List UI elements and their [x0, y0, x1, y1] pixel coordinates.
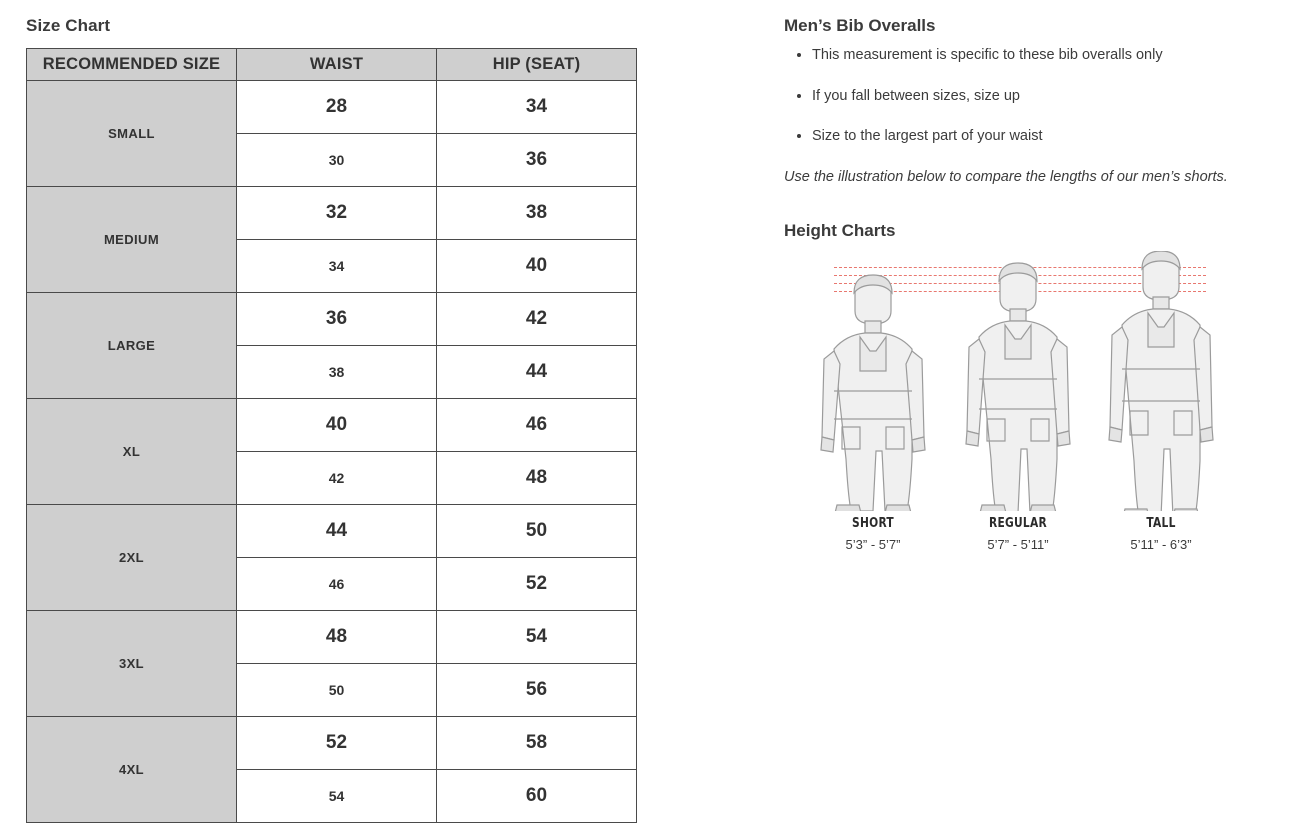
- figure-short: [798, 251, 948, 516]
- waist-value-cell: 46: [237, 558, 437, 611]
- table-header-row: [27, 49, 637, 81]
- waist-value-cell: 30: [237, 134, 437, 187]
- hip-value-cell: 60: [437, 770, 637, 823]
- illustration-note: Use the illustration below to compare the lengths of our men’s shorts.: [784, 168, 1228, 185]
- hip-value-cell: 58: [437, 717, 637, 770]
- waist-value-cell: 28: [237, 81, 437, 134]
- list-item: • This measurement is specific to these bib overalls only: [812, 46, 1274, 66]
- measurement-notes-list: [788, 46, 1274, 147]
- waist-value-cell: 38: [237, 346, 437, 399]
- waist-value-cell: 36: [237, 293, 437, 346]
- waist-value-cell: 52: [237, 717, 437, 770]
- page-title: Size Chart: [26, 16, 111, 35]
- product-info-section: [784, 16, 1274, 581]
- table-row: [27, 611, 637, 664]
- size-chart-table: [26, 48, 637, 823]
- bib-overall-figure-regular-icon: [943, 251, 1093, 511]
- hip-value-cell: 54: [437, 611, 637, 664]
- hip-value-cell: 38: [437, 187, 637, 240]
- column-header-size: RECOMMENDED SIZE: [27, 49, 237, 81]
- table-row: [27, 717, 637, 770]
- table-body: [27, 81, 637, 823]
- bib-overall-figure-tall-icon: [1086, 251, 1236, 511]
- table-row: [27, 81, 637, 134]
- waist-value-cell: 34: [237, 240, 437, 293]
- size-label-cell: MEDIUM: [27, 187, 237, 293]
- figure-short-range: 5’3” - 5’7”: [845, 536, 901, 552]
- waist-value-cell: 44: [237, 505, 437, 558]
- height-figures-illustration: [798, 251, 1238, 581]
- hip-value-cell: 56: [437, 664, 637, 717]
- hip-value-cell: 50: [437, 505, 637, 558]
- figure-regular-range: 5’7” - 5’11”: [987, 536, 1049, 552]
- product-title: Men’s Bib Overalls: [784, 16, 936, 35]
- hip-value-cell: 40: [437, 240, 637, 293]
- size-chart-section: [26, 16, 636, 823]
- hip-value-cell: 42: [437, 293, 637, 346]
- figure-regular-name: REGULAR: [989, 515, 1047, 531]
- table-row: [27, 187, 637, 240]
- size-label-cell: SMALL: [27, 81, 237, 187]
- height-charts-title: Height Charts: [784, 220, 896, 240]
- size-label-cell: 3XL: [27, 611, 237, 717]
- hip-value-cell: 36: [437, 134, 637, 187]
- list-item: • Size to the largest part of your waist: [812, 127, 1274, 147]
- bib-overall-figure-short-icon: [798, 251, 948, 511]
- size-label-cell: 4XL: [27, 717, 237, 823]
- figure-regular: [943, 251, 1093, 516]
- hip-value-cell: 46: [437, 399, 637, 452]
- waist-value-cell: 54: [237, 770, 437, 823]
- table-row: [27, 399, 637, 452]
- hip-value-cell: 44: [437, 346, 637, 399]
- size-label-cell: 2XL: [27, 505, 237, 611]
- size-label-cell: LARGE: [27, 293, 237, 399]
- waist-value-cell: 42: [237, 452, 437, 505]
- figure-short-name: SHORT: [852, 515, 894, 531]
- waist-value-cell: 50: [237, 664, 437, 717]
- table-header: [27, 49, 637, 81]
- figure-short-label-group: [798, 516, 948, 552]
- waist-value-cell: 32: [237, 187, 437, 240]
- column-header-hip: HIP (SEAT): [437, 49, 637, 81]
- table-row: [27, 505, 637, 558]
- figure-tall-label-group: [1086, 516, 1236, 552]
- figure-tall: [1086, 251, 1236, 516]
- hip-value-cell: 48: [437, 452, 637, 505]
- figure-tall-name: TALL: [1146, 515, 1176, 531]
- list-item: • If you fall between sizes, size up: [812, 87, 1274, 107]
- column-header-waist: WAIST: [237, 49, 437, 81]
- table-row: [27, 293, 637, 346]
- figure-regular-label-group: [943, 516, 1093, 552]
- size-label-cell: XL: [27, 399, 237, 505]
- hip-value-cell: 52: [437, 558, 637, 611]
- hip-value-cell: 34: [437, 81, 637, 134]
- waist-value-cell: 48: [237, 611, 437, 664]
- waist-value-cell: 40: [237, 399, 437, 452]
- figure-tall-range: 5’11” - 6’3”: [1130, 536, 1192, 552]
